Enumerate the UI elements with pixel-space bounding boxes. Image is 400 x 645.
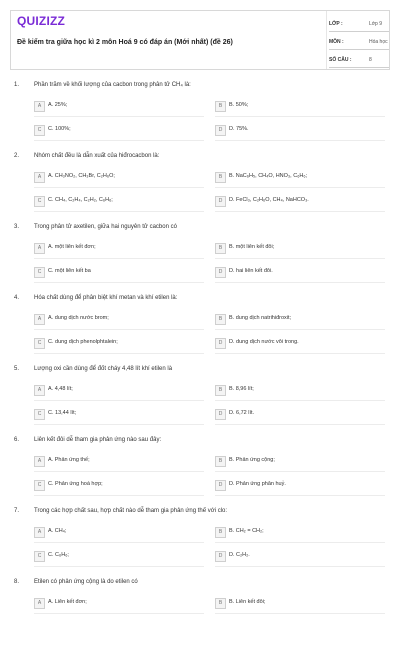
option-underline: [34, 329, 204, 330]
worksheet-meta: [329, 15, 389, 69]
answer-option-c[interactable]: [34, 480, 204, 493]
option-text: C. C₆H₆;: [48, 552, 69, 558]
option-underline: [34, 400, 204, 401]
meta-subject-value: Hóa học: [369, 39, 388, 45]
option-letter-box: A: [34, 172, 45, 183]
option-text: B. Liên kết đôi;: [229, 599, 266, 605]
option-letter-box: A: [34, 527, 45, 538]
option-text: D. C₂H₂.: [229, 552, 250, 558]
answer-option-d[interactable]: [215, 551, 385, 564]
question-item: [0, 77, 400, 148]
option-letter-box: D: [215, 409, 226, 420]
option-letter-box: C: [34, 480, 45, 491]
answer-option-b[interactable]: [215, 101, 385, 114]
option-letter-box: B: [215, 243, 226, 254]
question-number: 3.: [14, 224, 20, 230]
question-item: [0, 290, 400, 361]
option-underline: [34, 566, 204, 567]
option-letter-box: C: [34, 267, 45, 278]
answer-option-c[interactable]: [34, 125, 204, 138]
answer-option-c[interactable]: [34, 267, 204, 280]
quizizz-logo[interactable]: [17, 14, 65, 28]
option-text: C. Phản ứng hoá hợp;: [48, 481, 103, 487]
option-underline: [215, 542, 385, 543]
option-letter-box: A: [34, 456, 45, 467]
question-number: 5.: [14, 366, 20, 372]
answer-option-a[interactable]: [34, 243, 204, 256]
option-text: B. CH₂ = CH₂;: [229, 528, 264, 534]
option-underline: [34, 542, 204, 543]
answer-option-c[interactable]: [34, 551, 204, 564]
question-number: 4.: [14, 295, 20, 301]
worksheet-header: [10, 10, 390, 70]
answer-option-b[interactable]: [215, 456, 385, 469]
option-letter-box: B: [215, 598, 226, 609]
option-letter-box: A: [34, 385, 45, 396]
option-underline: [215, 140, 385, 141]
question-text: Etilen có phản ứng cộng là do etilen có: [34, 579, 138, 585]
answer-option-d[interactable]: [215, 338, 385, 351]
option-letter-box: B: [215, 385, 226, 396]
option-letter-box: C: [34, 338, 45, 349]
option-letter-box: A: [34, 314, 45, 325]
option-text: A. 25%;: [48, 102, 68, 108]
option-text: C. 100%;: [48, 126, 71, 132]
option-letter-box: B: [215, 314, 226, 325]
question-item: [0, 574, 400, 645]
option-underline: [34, 495, 204, 496]
meta-class-value: Lớp 9: [369, 21, 383, 27]
option-text: A. một liên kết đơn;: [48, 244, 96, 250]
option-text: C. dung dịch phenolphtalein;: [48, 339, 118, 345]
meta-subject-row: [329, 33, 389, 50]
question-text: Liên kết đôi dễ tham gia phản ứng nào sau đây:: [34, 437, 162, 443]
option-underline: [215, 211, 385, 212]
option-text: D. dung dịch nước vôi trong.: [229, 339, 299, 345]
option-text: B. Phản ứng cộng;: [229, 457, 275, 463]
option-letter-box: B: [215, 172, 226, 183]
answer-option-a[interactable]: [34, 456, 204, 469]
answer-option-a[interactable]: [34, 314, 204, 327]
option-underline: [34, 613, 204, 614]
option-underline: [215, 566, 385, 567]
worksheet-title: Đề kiểm tra giữa học kì 2 môn Hoá 9 có đáp án (Mới nhất) (đề 26): [17, 39, 233, 46]
option-letter-box: A: [34, 101, 45, 112]
option-underline: [215, 353, 385, 354]
option-letter-box: D: [215, 551, 226, 562]
option-text: B. một liên kết đôi;: [229, 244, 275, 250]
option-text: D. hai liên kết đôi.: [229, 268, 273, 274]
option-letter-box: A: [34, 243, 45, 254]
meta-subject-label: MÔN :: [329, 39, 344, 45]
option-underline: [34, 471, 204, 472]
option-text: B. dung dịch natrihiđroxit;: [229, 315, 292, 321]
option-underline: [215, 187, 385, 188]
option-text: A. CH₄;: [48, 528, 67, 534]
option-underline: [215, 471, 385, 472]
option-text: A. Liên kết đơn;: [48, 599, 87, 605]
answer-option-b[interactable]: [215, 314, 385, 327]
meta-class-label: LỚP :: [329, 21, 343, 27]
question-text: Trong các hợp chất sau, hợp chất nào dễ tham gia phản ứng thế với clo:: [34, 508, 228, 514]
question-item: [0, 503, 400, 574]
option-underline: [34, 140, 204, 141]
option-underline: [215, 400, 385, 401]
answer-option-c[interactable]: [34, 196, 204, 209]
option-letter-box: D: [215, 125, 226, 136]
option-letter-box: B: [215, 527, 226, 538]
question-number: 6.: [14, 437, 20, 443]
option-underline: [215, 613, 385, 614]
option-text: A. dung dịch nước brom;: [48, 315, 109, 321]
question-text: Trong phân tử axetilen, giữa hai nguyên tử cacbon có: [34, 224, 177, 230]
option-text: D. 6,72 lít.: [229, 410, 255, 416]
option-text: C. CH₄, C₂H₄, C₂H₂, C₆H₆;: [48, 197, 113, 203]
option-text: B. 50%;: [229, 102, 249, 108]
answer-option-d[interactable]: [215, 409, 385, 422]
question-number: 8.: [14, 579, 20, 585]
option-underline: [34, 353, 204, 354]
option-text: D. Phản ứng phân huỷ.: [229, 481, 286, 487]
option-text: A. CH₃NO₂, CH₃Br, C₂H₆O;: [48, 173, 115, 179]
question-item: [0, 361, 400, 432]
option-letter-box: D: [215, 196, 226, 207]
answer-option-b[interactable]: [215, 172, 385, 185]
option-letter-box: B: [215, 456, 226, 467]
option-text: A. 4,48 lít;: [48, 386, 73, 392]
meta-count-label: SỐ CÂU :: [329, 57, 352, 63]
option-underline: [34, 187, 204, 188]
answer-option-a[interactable]: [34, 101, 204, 114]
answer-option-b[interactable]: [215, 385, 385, 398]
option-text: C. 13,44 lít;: [48, 410, 77, 416]
answer-option-a[interactable]: [34, 385, 204, 398]
option-underline: [215, 258, 385, 259]
header-divider: [326, 11, 327, 69]
option-text: B. NaC₆H₅, CH₄O, HNO₃, C₆H₆;: [229, 173, 308, 179]
option-letter-box: C: [34, 125, 45, 136]
question-list: [0, 77, 400, 645]
option-letter-box: D: [215, 267, 226, 278]
option-underline: [34, 211, 204, 212]
option-underline: [34, 424, 204, 425]
question-text: Nhóm chất đều là dẫn xuất của hiđrocacbon là:: [34, 153, 160, 159]
answer-option-d[interactable]: [215, 196, 385, 209]
answer-option-b[interactable]: [215, 243, 385, 256]
option-letter-box: C: [34, 409, 45, 420]
question-text: Hóa chất dùng để phân biệt khí metan và khí etilen là:: [34, 295, 178, 301]
option-letter-box: A: [34, 598, 45, 609]
option-text: D. 75%.: [229, 126, 249, 132]
option-letter-box: D: [215, 480, 226, 491]
question-number: 2.: [14, 153, 20, 159]
option-letter-box: D: [215, 338, 226, 349]
option-underline: [34, 116, 204, 117]
answer-option-c[interactable]: [34, 338, 204, 351]
option-underline: [215, 424, 385, 425]
option-underline: [215, 282, 385, 283]
option-underline: [34, 282, 204, 283]
answer-option-a[interactable]: [34, 527, 204, 540]
option-underline: [215, 116, 385, 117]
option-text: B. 8,96 lít;: [229, 386, 254, 392]
question-number: 7.: [14, 508, 20, 514]
meta-count-row: [329, 51, 389, 68]
question-item: [0, 432, 400, 503]
meta-count-value: 8: [369, 57, 372, 63]
question-text: Phần trăm về khối lượng của cacbon trong phân tử CH₄ là:: [34, 82, 191, 88]
meta-class-row: [329, 15, 389, 32]
answer-option-d[interactable]: [215, 480, 385, 493]
option-letter-box: C: [34, 551, 45, 562]
option-text: D. FeCl₃, C₂H₆O, CH₄, NaHCO₃.: [229, 197, 309, 203]
question-item: [0, 219, 400, 290]
option-underline: [215, 329, 385, 330]
option-text: A. Phản ứng thế;: [48, 457, 90, 463]
answer-option-d[interactable]: [215, 267, 385, 280]
question-item: [0, 148, 400, 219]
question-text: Lượng oxi cần dùng để đốt cháy 4,48 lít khí etilen là: [34, 366, 173, 372]
logo-text: QUIZIZZ: [17, 14, 66, 28]
question-number: 1.: [14, 82, 20, 88]
option-underline: [215, 495, 385, 496]
answer-option-d[interactable]: [215, 125, 385, 138]
option-text: C. một liên kết ba: [48, 268, 91, 274]
option-underline: [34, 258, 204, 259]
answer-option-a[interactable]: [34, 172, 204, 185]
answer-option-c[interactable]: [34, 409, 204, 422]
answer-option-b[interactable]: [215, 527, 385, 540]
option-letter-box: B: [215, 101, 226, 112]
option-letter-box: C: [34, 196, 45, 207]
